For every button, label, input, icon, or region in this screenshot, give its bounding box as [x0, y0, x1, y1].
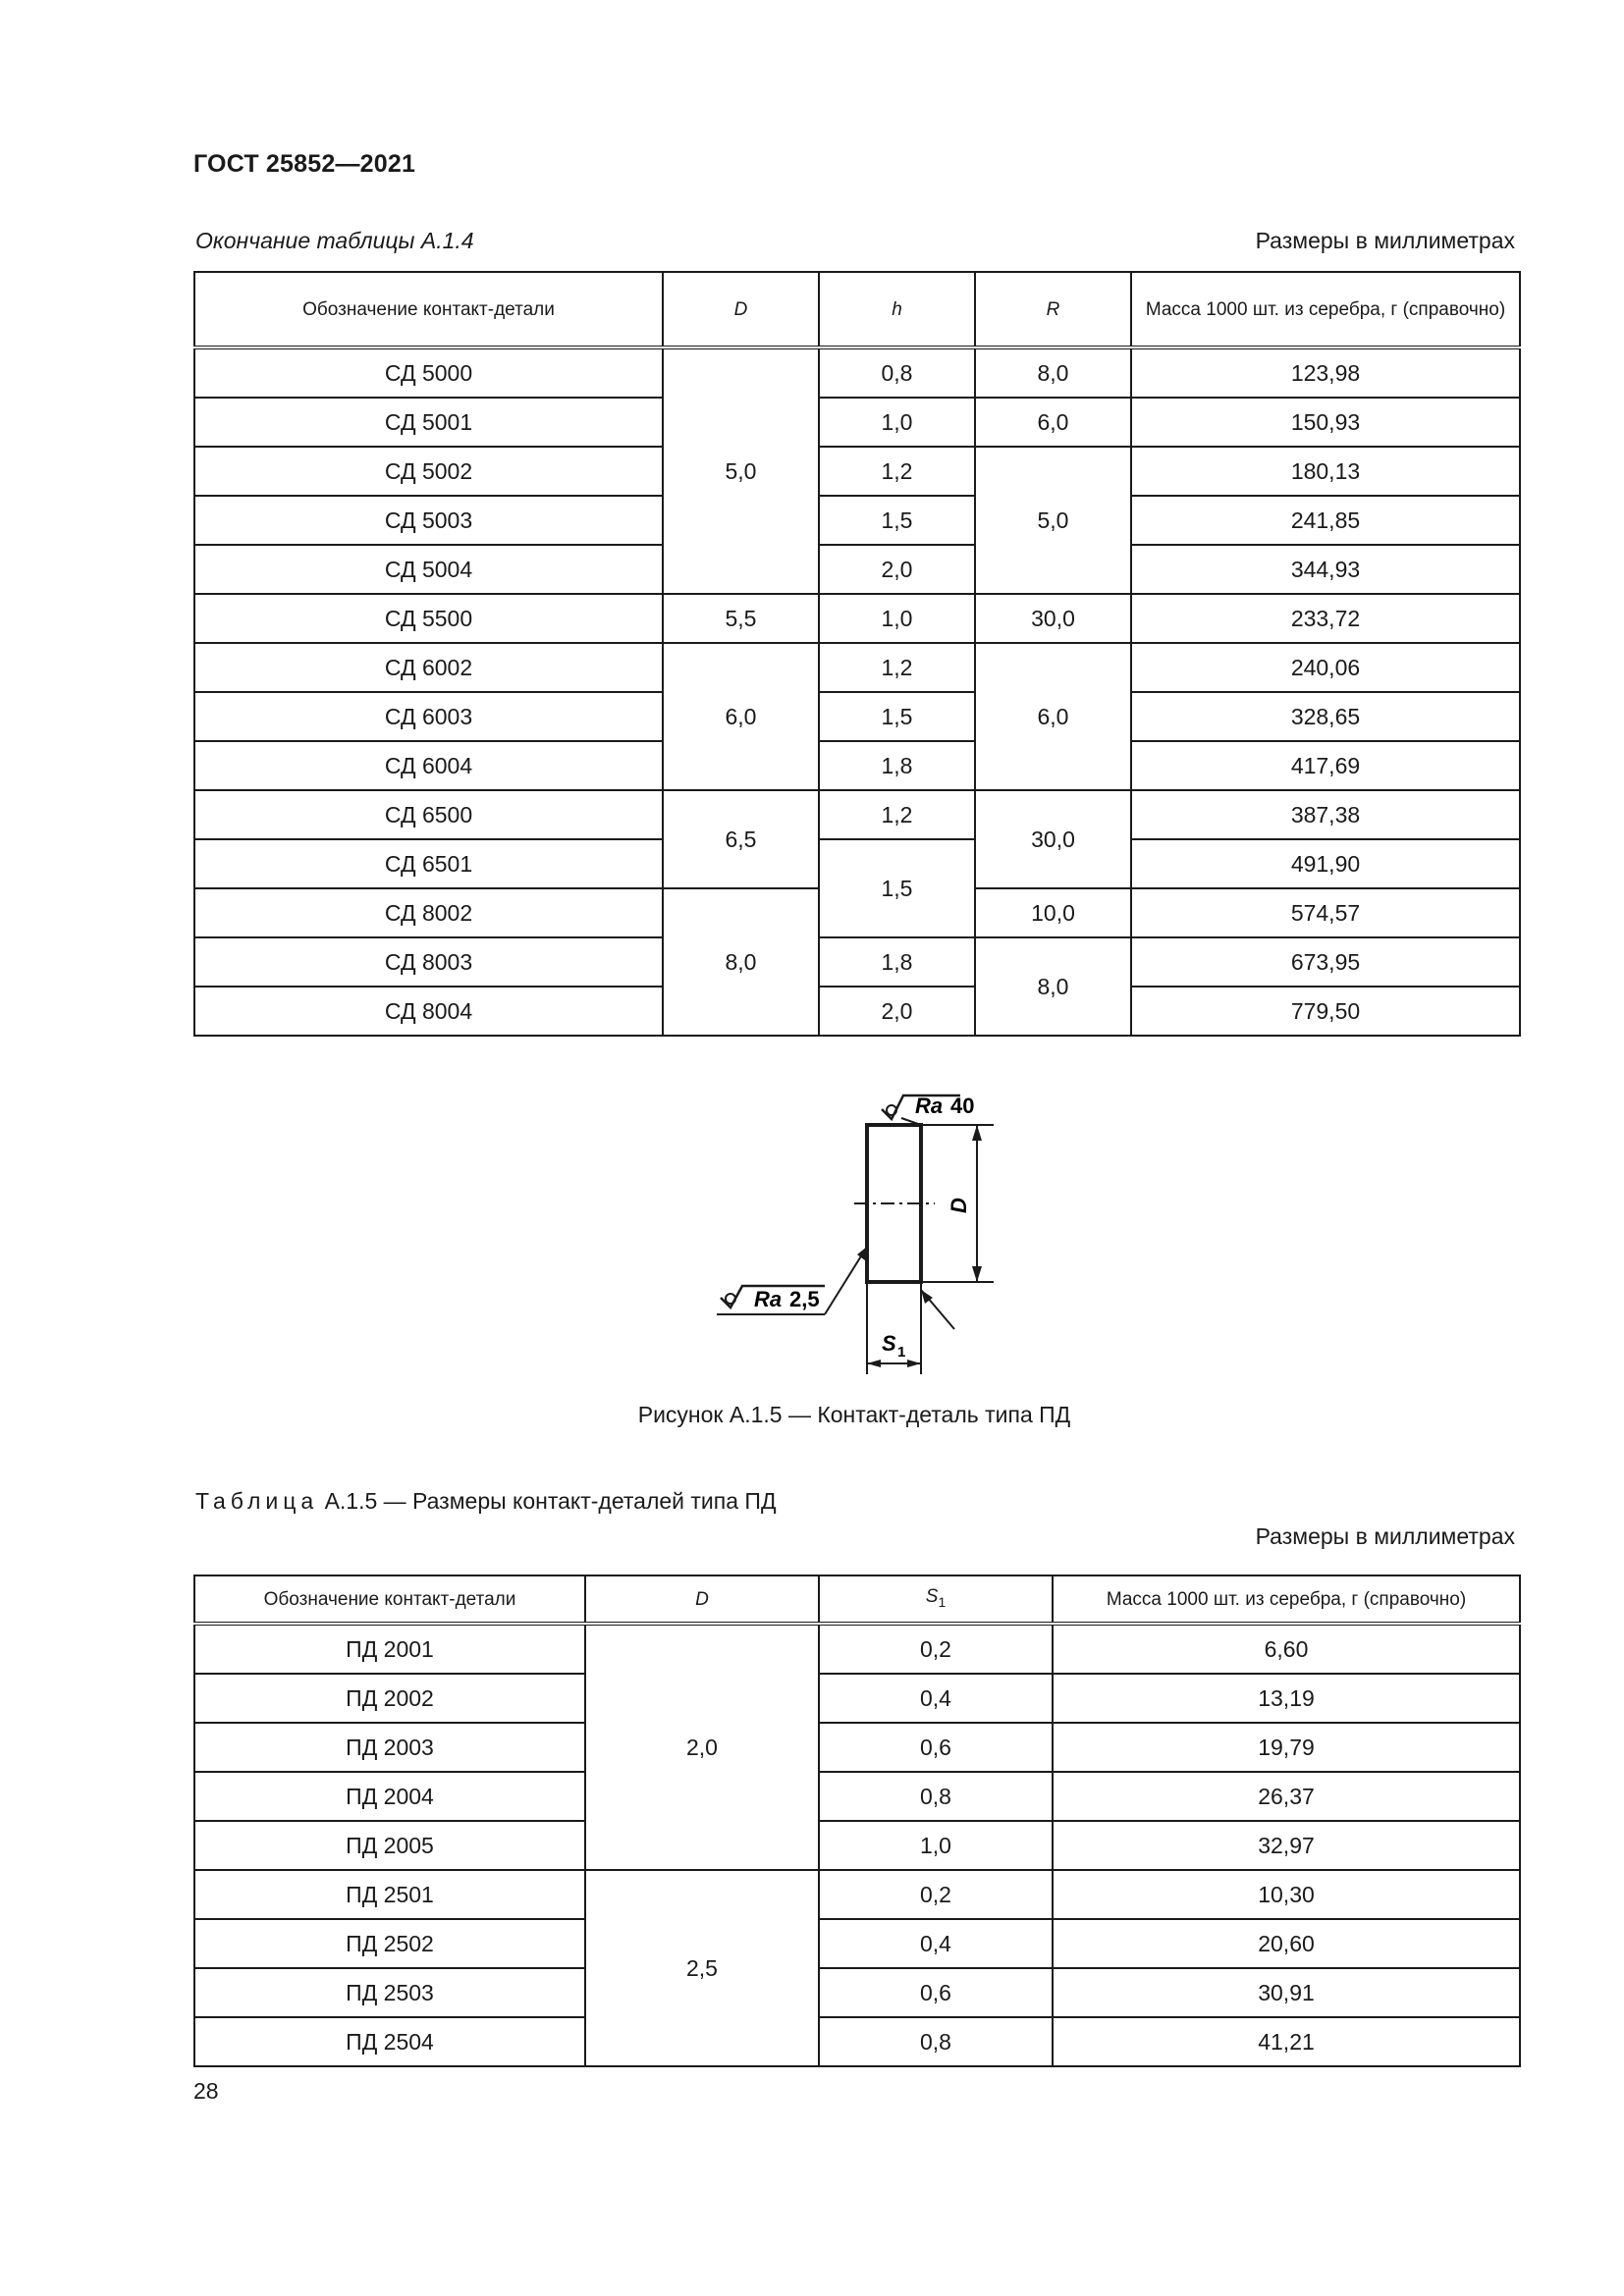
dim-s-label: S	[882, 1331, 896, 1356]
cell-h: 1,5	[819, 839, 975, 937]
col-header-designation: Обозначение контакт-детали	[194, 272, 663, 347]
document-header: ГОСТ 25852—2021	[193, 150, 416, 178]
cell-designation: СД 5000	[194, 347, 663, 398]
cell-s1: 0,2	[819, 1624, 1053, 1674]
cell-designation: ПД 2003	[194, 1723, 585, 1772]
cell-designation: СД 8004	[194, 987, 663, 1036]
cell-designation: СД 5004	[194, 545, 663, 594]
cell-h: 2,0	[819, 987, 975, 1036]
cell-designation: ПД 2501	[194, 1870, 585, 1919]
ra-top-label: Ra	[915, 1094, 944, 1118]
table-row	[194, 1723, 1520, 1772]
cell-s1: 0,4	[819, 1919, 1053, 1968]
cell-mass: 779,50	[1131, 987, 1520, 1036]
table2-units: Размеры в миллиметрах	[1255, 1523, 1515, 1549]
col-header-s-letter: S	[925, 1585, 939, 1607]
cell-s1: 0,6	[819, 1968, 1053, 2017]
table2-title-rest: А.1.5 — Размеры контакт-деталей типа ПД	[318, 1488, 777, 1514]
cell-designation: СД 8002	[194, 888, 663, 937]
cell-h: 0,8	[819, 347, 975, 398]
col-header-s-subscript: 1	[938, 1593, 947, 1610]
cell-designation: ПД 2503	[194, 1968, 585, 2017]
cell-h: 1,8	[819, 937, 975, 987]
cell-r: 6,0	[975, 398, 1131, 447]
page-number: 28	[193, 2078, 219, 2104]
cell-d: 2,0	[585, 1624, 819, 1870]
cell-d: 8,0	[663, 888, 819, 1036]
cell-mass: 20,60	[1053, 1919, 1520, 1968]
cell-mass: 233,72	[1131, 594, 1520, 643]
table-row	[194, 643, 1520, 692]
table-row	[194, 839, 1520, 888]
cell-mass: 673,95	[1131, 937, 1520, 987]
cell-mass: 13,19	[1053, 1674, 1520, 1723]
cell-mass: 240,06	[1131, 643, 1520, 692]
cell-h: 1,8	[819, 741, 975, 790]
table-row	[194, 398, 1520, 447]
table-row	[194, 1624, 1520, 1674]
table-row	[194, 447, 1520, 496]
cell-mass: 344,93	[1131, 545, 1520, 594]
table1-units: Размеры в миллиметрах	[1255, 228, 1515, 253]
cell-h: 1,5	[819, 692, 975, 741]
table-row	[194, 741, 1520, 790]
table2-title	[195, 1488, 777, 1515]
cell-mass: 10,30	[1053, 1870, 1520, 1919]
cell-mass: 491,90	[1131, 839, 1520, 888]
cell-h: 1,0	[819, 398, 975, 447]
cell-d: 5,5	[663, 594, 819, 643]
cell-mass: 123,98	[1131, 347, 1520, 398]
cell-d: 6,0	[663, 643, 819, 790]
col-header-d: D	[585, 1575, 819, 1624]
cell-s1: 0,6	[819, 1723, 1053, 1772]
cell-d: 6,5	[663, 790, 819, 888]
col-header-r: R	[975, 272, 1131, 347]
cell-h: 1,0	[819, 594, 975, 643]
dim-d-label: D	[947, 1198, 971, 1213]
cell-mass: 328,65	[1131, 692, 1520, 741]
cell-designation: СД 5001	[194, 398, 663, 447]
col-header-h: h	[819, 272, 975, 347]
cell-r: 5,0	[975, 447, 1131, 594]
cell-mass: 417,69	[1131, 741, 1520, 790]
col-header-mass: Масса 1000 шт. из серебра, г (справочно)	[1131, 272, 1520, 347]
cell-h: 1,5	[819, 496, 975, 545]
table-row	[194, 347, 1520, 398]
table-row	[194, 790, 1520, 839]
cell-designation: ПД 2005	[194, 1821, 585, 1870]
cell-r: 8,0	[975, 347, 1131, 398]
table-a-1-4	[193, 271, 1521, 1037]
cell-designation: СД 8003	[194, 937, 663, 987]
cell-s1: 0,8	[819, 1772, 1053, 1821]
cell-mass: 180,13	[1131, 447, 1520, 496]
col-header-designation: Обозначение контакт-детали	[194, 1575, 585, 1624]
cell-mass: 26,37	[1053, 1772, 1520, 1821]
cell-designation: СД 5002	[194, 447, 663, 496]
table-row	[194, 1870, 1520, 1919]
cell-designation: СД 6500	[194, 790, 663, 839]
cell-mass: 30,91	[1053, 1968, 1520, 2017]
cell-designation: СД 6501	[194, 839, 663, 888]
cell-s1: 0,8	[819, 2017, 1053, 2066]
table-a-1-5	[193, 1575, 1521, 2067]
cell-mass: 41,21	[1053, 2017, 1520, 2066]
cell-mass: 241,85	[1131, 496, 1520, 545]
col-header-s1	[819, 1575, 1053, 1624]
cell-designation: СД 5003	[194, 496, 663, 545]
cell-h: 1,2	[819, 643, 975, 692]
cell-mass: 32,97	[1053, 1821, 1520, 1870]
cell-designation: СД 6002	[194, 643, 663, 692]
table-row	[194, 594, 1520, 643]
cell-s1: 0,4	[819, 1674, 1053, 1723]
ra-left-value: 2,5	[789, 1287, 820, 1311]
table1-caption: Окончание таблицы А.1.4	[195, 228, 474, 253]
cell-mass: 6,60	[1053, 1624, 1520, 1674]
cell-mass: 574,57	[1131, 888, 1520, 937]
cell-mass: 19,79	[1053, 1723, 1520, 1772]
cell-d: 5,0	[663, 347, 819, 594]
col-header-d: D	[663, 272, 819, 347]
table-row	[194, 545, 1520, 594]
cell-designation: ПД 2504	[194, 2017, 585, 2066]
table-row	[194, 1772, 1520, 1821]
cell-h: 1,2	[819, 447, 975, 496]
table-row	[194, 937, 1520, 987]
cell-mass: 150,93	[1131, 398, 1520, 447]
cell-designation: ПД 2502	[194, 1919, 585, 1968]
cell-s1: 0,2	[819, 1870, 1053, 1919]
cell-designation: ПД 2002	[194, 1674, 585, 1723]
cell-r: 6,0	[975, 643, 1131, 790]
ra-left-label: Ra	[754, 1287, 783, 1311]
cell-h: 2,0	[819, 545, 975, 594]
cell-mass: 387,38	[1131, 790, 1520, 839]
table-row	[194, 1919, 1520, 1968]
cell-r: 8,0	[975, 937, 1131, 1036]
figure-caption: Рисунок А.1.5 — Контакт-деталь типа ПД	[637, 1402, 1071, 1427]
col-header-mass: Масса 1000 шт. из серебра, г (справочно)	[1053, 1575, 1520, 1624]
table-row	[194, 987, 1520, 1036]
table2-title-prefix: Таблица	[195, 1488, 319, 1514]
table-row	[194, 1968, 1520, 2017]
table-row	[194, 1674, 1520, 1723]
cell-r: 10,0	[975, 888, 1131, 937]
cell-r: 30,0	[975, 594, 1131, 643]
cell-designation: СД 6003	[194, 692, 663, 741]
table-row	[194, 1821, 1520, 1870]
table-row	[194, 692, 1520, 741]
cell-designation: ПД 2001	[194, 1624, 585, 1674]
cell-d: 2,5	[585, 1870, 819, 2066]
cell-s1: 1,0	[819, 1821, 1053, 1870]
cell-h: 1,2	[819, 790, 975, 839]
contact-part-drawing	[707, 1084, 1021, 1393]
cell-designation: ПД 2004	[194, 1772, 585, 1821]
cell-designation: СД 6004	[194, 741, 663, 790]
ra-top-value: 40	[950, 1094, 975, 1118]
cell-designation: СД 5500	[194, 594, 663, 643]
cell-r: 30,0	[975, 790, 1131, 888]
dim-s-subscript: 1	[897, 1344, 906, 1361]
table-row	[194, 2017, 1520, 2066]
table-row	[194, 496, 1520, 545]
